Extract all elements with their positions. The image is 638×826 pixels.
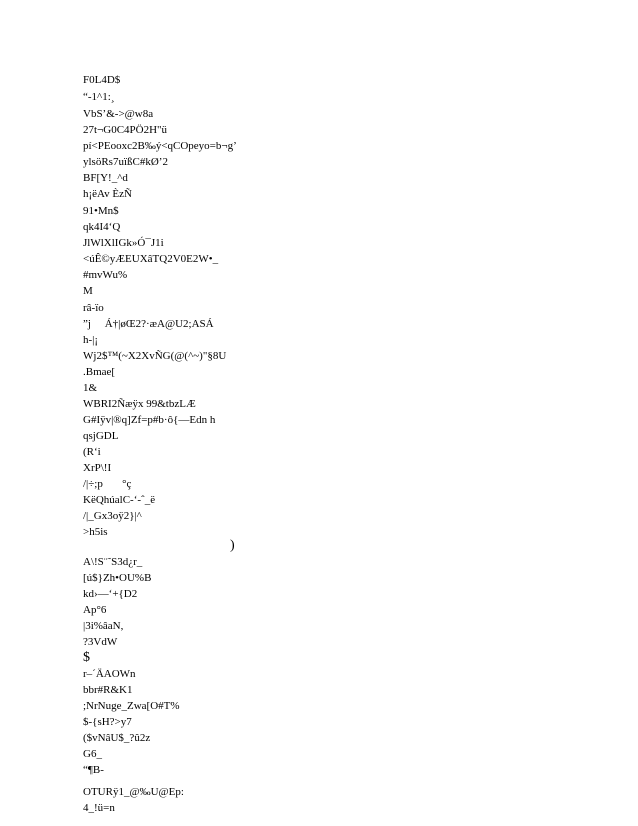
text-line: r–´ÄAOWn xyxy=(83,668,136,680)
text-line: XrP\!I xyxy=(83,462,112,474)
text-line: VbS’&->@w8a xyxy=(83,108,154,120)
text-line: h-|¡ xyxy=(83,334,99,346)
text-line: $ xyxy=(83,650,90,665)
text-line: OTURÿ1_@‰U@Ep: xyxy=(83,786,184,798)
text-line: râ-ïo xyxy=(83,302,104,314)
text-line: pí<PEooxc2B‰ý<qCOpeyo=b¬g’ xyxy=(83,140,237,152)
text-line: [ú$}Zh•OU%B xyxy=(83,572,152,584)
text-line: Ap°6 xyxy=(83,604,107,616)
text-line: qk4I4‘Q xyxy=(83,221,121,233)
text-line: >h5is xyxy=(83,526,108,538)
text-line: ($vNâU$_?û2z xyxy=(83,732,151,744)
text-line: .Bmae[ xyxy=(83,366,116,378)
text-line: 1& xyxy=(83,382,98,394)
text-line: h¡ëAv ÈzÑ xyxy=(83,188,132,200)
text-line: M xyxy=(83,285,93,297)
text-line: ylsöRs7uïßC#kØ’2 xyxy=(83,156,168,168)
text-line: “-1^1:¸ xyxy=(83,91,115,103)
text-line: bbr#R&K1 xyxy=(83,684,133,696)
text-line: #mvWu% xyxy=(83,269,128,281)
text-line: G6_ xyxy=(83,748,102,760)
text-line: ”j Á†|øŒ2?·æA@U2;ASÁ xyxy=(83,318,214,330)
text-line: WBRI2Ñæÿx 99&tbzLÆ xyxy=(83,398,196,410)
text-line: $-{sH?>y7 xyxy=(83,716,132,728)
text-line: <úÊ©yÆEUXâTQ2V0E2W•_ xyxy=(83,253,219,265)
text-line: KëQhúalC-‘-ˆ_ë xyxy=(83,494,156,506)
text-line: /|÷;p °ç xyxy=(83,478,132,490)
text-line: G#Iÿv|®q]Zf=p#b·ô{—Edn h xyxy=(83,414,216,426)
text-line: (R‘i xyxy=(83,446,101,458)
text-line: Wj2$™(~X2XvÑG(@(^~)"§8U xyxy=(83,350,227,362)
text-line: 27t¬G0C4PÖ2H"ü xyxy=(83,124,168,136)
text-line: “¶B- xyxy=(83,764,104,776)
text-line: ) xyxy=(230,538,235,553)
text-line: F0L4D$ xyxy=(83,74,121,86)
text-line: qsjGDL xyxy=(83,430,119,442)
text-line: 91•Mn$ xyxy=(83,205,119,217)
text-line: 4_!ü=n xyxy=(83,802,115,814)
text-line: A\!S¨˜S3d¿r_ xyxy=(83,556,143,568)
text-line: /|_Gx3oÿ2}|^ xyxy=(83,510,142,522)
text-line: ?3VdW xyxy=(83,636,118,648)
text-line: JlWlXlIGk»Ó¯J1i xyxy=(83,237,164,249)
text-line: |3i%âaN, xyxy=(83,620,124,632)
text-line: kd›—‘+{D2 xyxy=(83,588,138,600)
text-line: BF[Y!_^d xyxy=(83,172,128,184)
text-line: ;NrNuge_Zwa[O#T% xyxy=(83,700,180,712)
